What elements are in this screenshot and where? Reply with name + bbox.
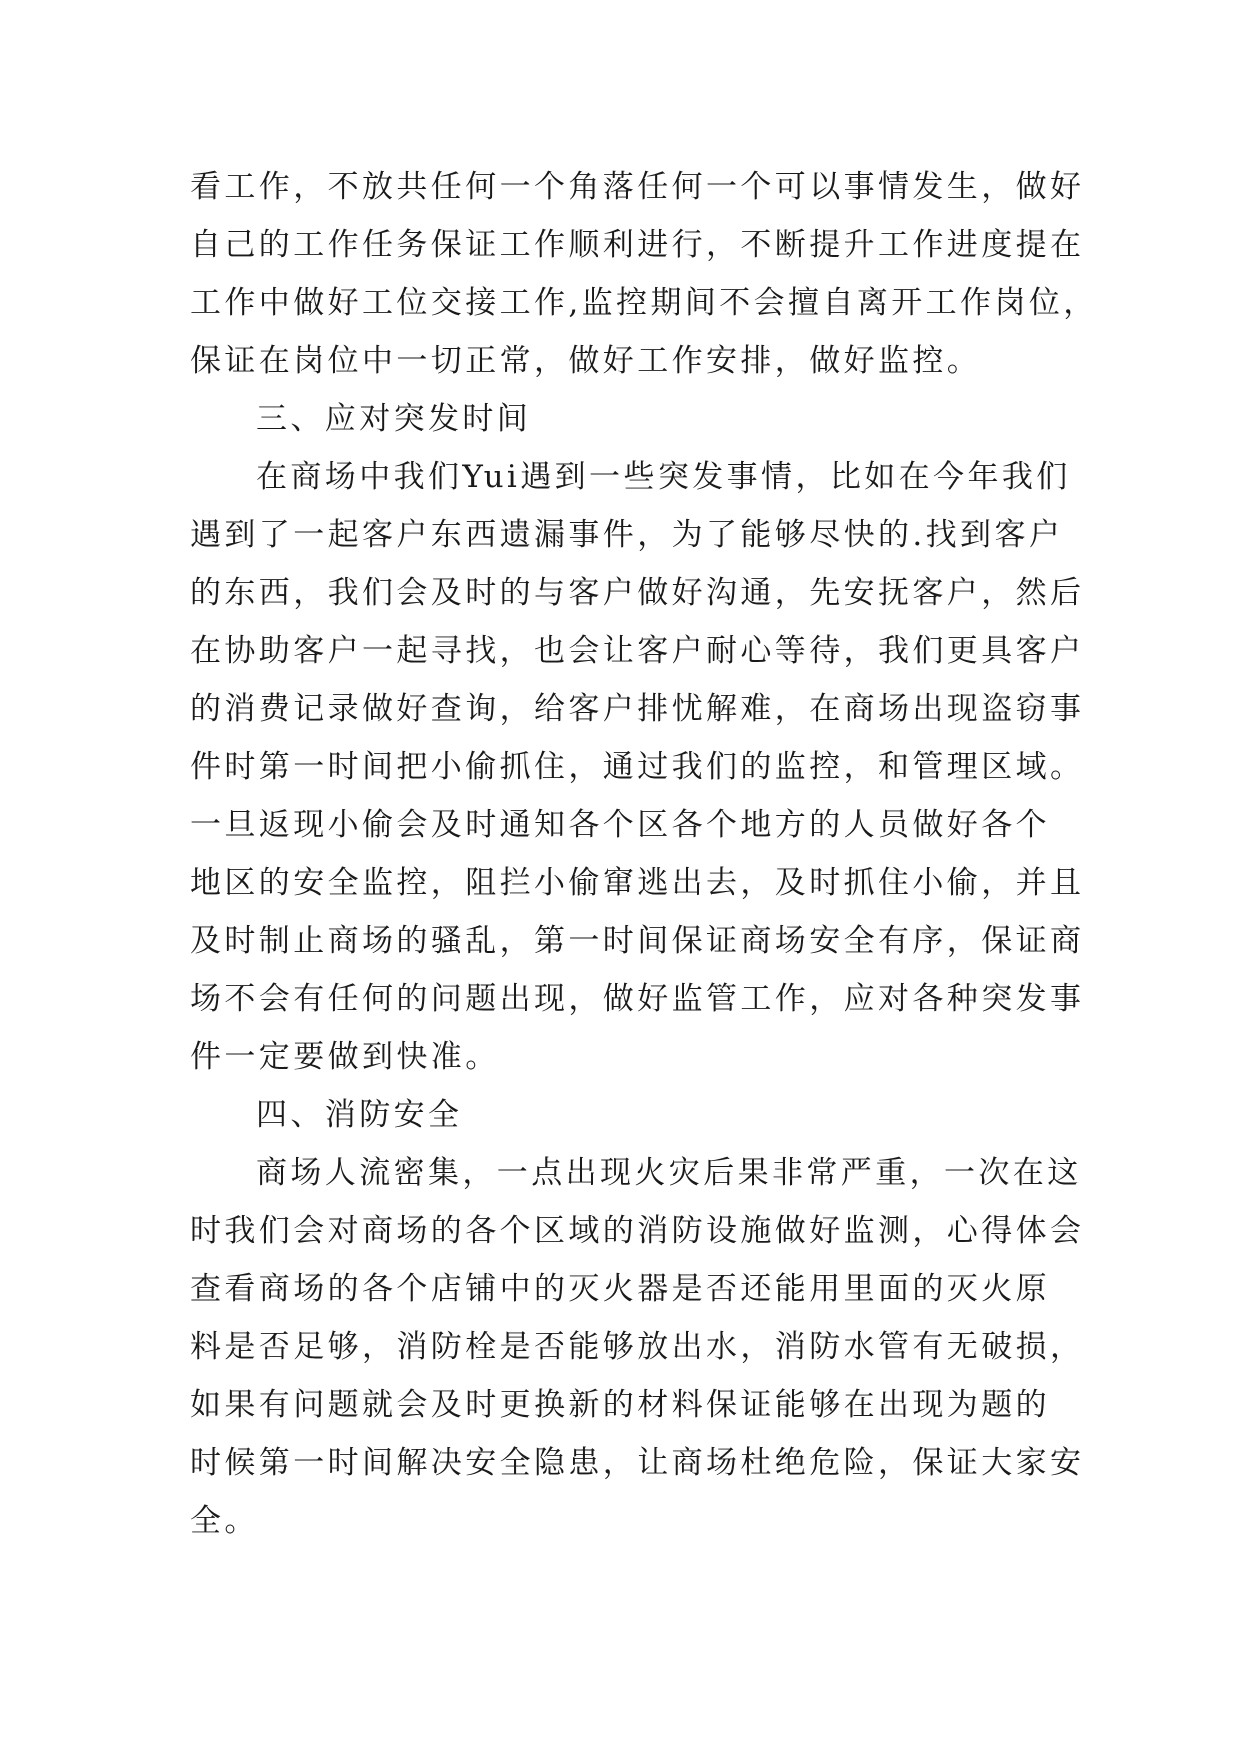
text-line: 查看商场的各个店铺中的灭火器是否还能用里面的灭火原 [190,1271,1050,1307]
text-line: 一旦返现小偷会及时通知各个区各个地方的人员做好各个 [190,807,1050,843]
text-line: 件一定要做到快准。 [190,1039,500,1075]
document-body [190,158,1098,1550]
text-line: 料是否足够，消防栓是否能够放出水，消防水管有无破损， [190,1329,1085,1365]
text-line: 的东西，我们会及时的与客户做好沟通，先安抚客户，然后 [190,575,1085,611]
paragraph-first-line: 在商场中我们Yui遇到一些突发事情，比如在今年我们 [256,459,1071,495]
text-line: 看工作，不放共任何一个角落任何一个可以事情发生，做好 [190,169,1085,205]
section-heading: 四、消防安全 [256,1097,463,1133]
text-line: 件时第一时间把小偷抓住，通过我们的监控，和管理区域。 [190,749,1085,785]
text-line: 保证在岗位中一切正常，做好工作安排，做好监控。 [190,343,982,379]
paragraph-first-line: 商场人流密集，一点出现火灾后果非常严重，一次在这 [256,1155,1082,1191]
section-heading: 三、应对突发时间 [256,401,532,437]
text-line: 的消费记录做好查询，给客户排忧解难，在商场出现盗窃事 [190,691,1085,727]
text-line: 自己的工作任务保证工作顺利进行，不断提升工作进度提在 [190,227,1085,263]
text-line: 在协助客户一起寻找，也会让客户耐心等待，我们更具客户 [190,633,1085,669]
text-line: 工作中做好工位交接工作,监控期间不会擅自离开工作岗位， [190,285,1098,321]
text-line: 地区的安全监控，阻拦小偷窜逃出去，及时抓住小偷，并且 [190,865,1085,901]
text-line: 及时制止商场的骚乱，第一时间保证商场安全有序，保证商 [190,923,1085,959]
text-line: 遇到了一起客户东西遗漏事件，为了能够尽快的.找到客户 [190,517,1064,553]
text-line: 时候第一时间解决安全隐患，让商场杜绝危险，保证大家安 [190,1445,1085,1481]
text-line: 时我们会对商场的各个区域的消防设施做好监测，心得体会 [190,1213,1085,1249]
text-line: 如果有问题就会及时更换新的材料保证能够在出现为题的 [190,1387,1050,1423]
text-line: 全。 [190,1503,259,1539]
text-line: 场不会有任何的问题出现，做好监管工作，应对各种突发事 [190,981,1085,1017]
